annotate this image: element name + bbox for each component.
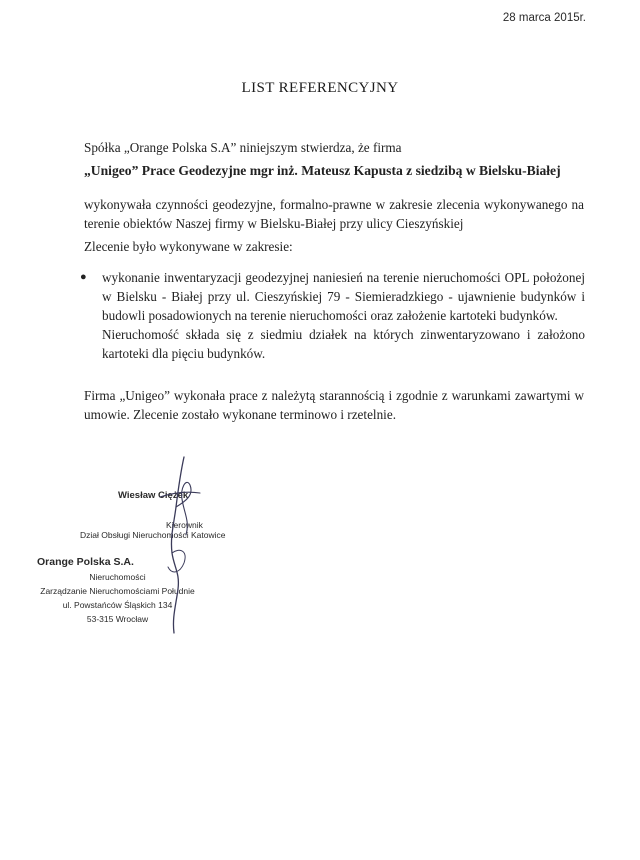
signatory-role: Kierownik [166, 520, 203, 530]
stamp-line-3: ul. Powstańców Śląskich 134 [62, 600, 173, 610]
stamp-line-4: 53-315 Wrocław [86, 614, 149, 624]
signatory-department: Dział Obsługi Nieruchomości Katowice [80, 530, 226, 540]
closing-paragraph: Firma „Unigeo” wykonała prace z należytą starannością i zgodnie z warunkami zawartymi w umowie. Zlecenie zostało wykonane terminowo i rzetelnie. [84, 388, 584, 422]
stamp-company: Orange Polska S.A. [37, 556, 134, 568]
scope-item-note: Nieruchomość składa się z siedmiu działek na których zinwentaryzowano i założono kartoteki dla pięciu budynków. [102, 327, 585, 361]
letter-date: 28 marca 2015r. [502, 12, 586, 24]
scope-item-text: wykonanie inwentaryzacji geodezyjnej naniesień na terenie nieruchomości OPL położonej w Bielsku - Białej przy ul. Cieszyńskiej 79 - Siemieradzkiego - ujawnienie budynków i budowli posadowionych na terenie nieruchomości oraz założenie kartoteki budynków. [102, 270, 585, 323]
scope-intro-paragraph: Zlecenie było wykonywane w zakresie: [84, 239, 293, 254]
letter-title: LIST REFERENCYJNY [241, 80, 399, 96]
bullet-dot-icon: ● [80, 271, 87, 283]
scope-list [80, 268, 585, 363]
stamp-line-2: Zarządzanie Nieruchomościami Południe [40, 586, 195, 596]
company-name-line: „Unigeo” Prace Geodezyjne mgr inż. Mateusz Kapusta z siedzibą w Bielsku-Białej [84, 163, 561, 178]
work-description-paragraph: wykonywała czynności geodezyjne, formalno-prawne w zakresie zlecenia wykonywanego na terenie obiektów Naszej firmy w Bielsku-Białej przy ulicy Cieszyńskiej [84, 197, 584, 231]
handwritten-signature-icon [150, 455, 210, 635]
scope-list-item [80, 268, 585, 363]
stamp-line-1: Nieruchomości [89, 572, 146, 582]
intro-paragraph: Spółka „Orange Polska S.A” niniejszym stwierdza, że firma [84, 140, 402, 155]
signatory-name: Wiesław Ciężek [118, 490, 189, 501]
